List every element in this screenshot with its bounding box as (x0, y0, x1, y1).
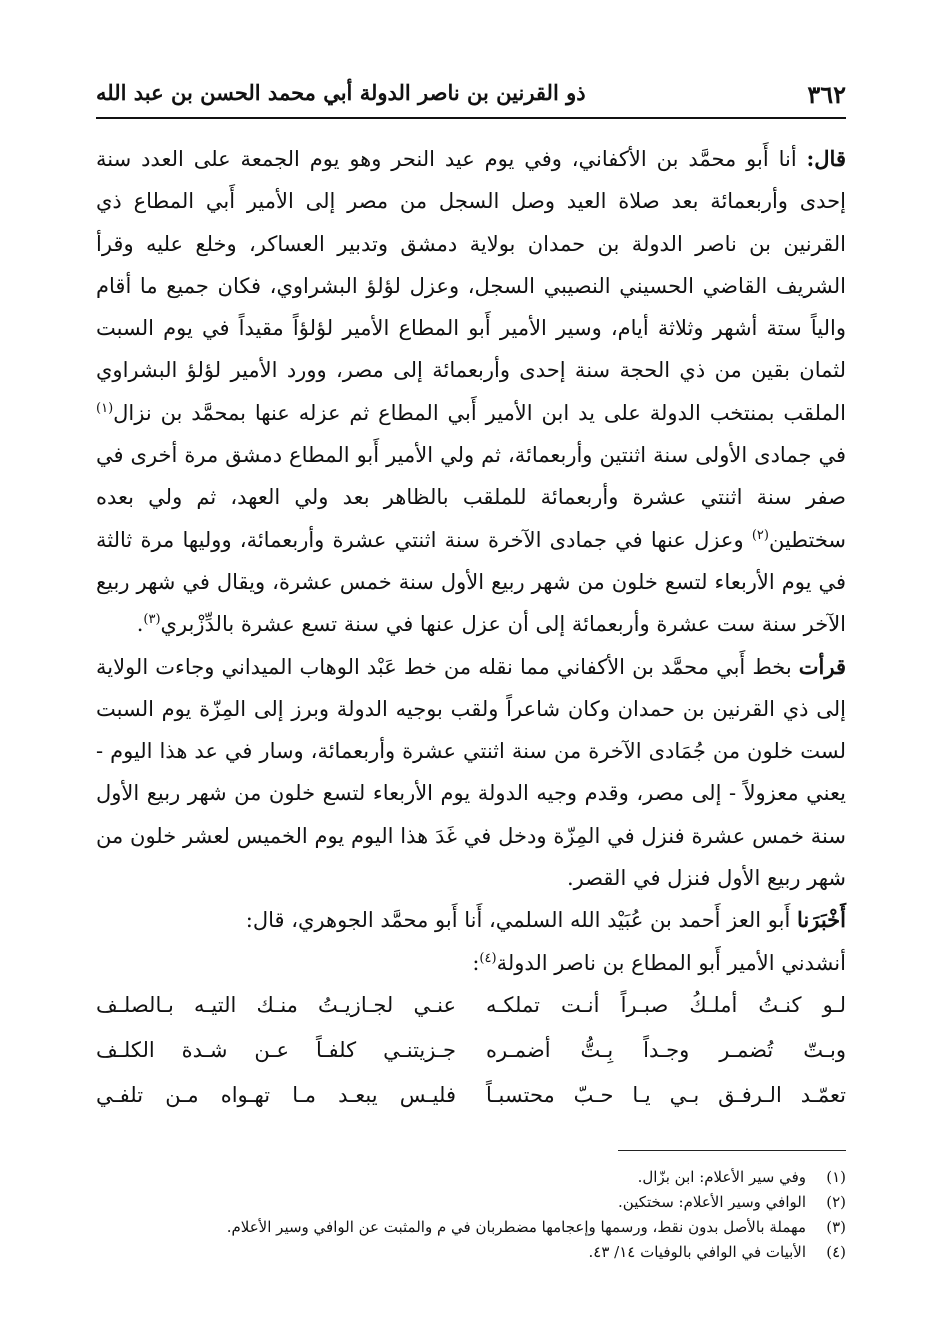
footnote-number: (١) (826, 1168, 846, 1186)
verse-line (96, 1028, 846, 1073)
paragraph-2 (96, 646, 846, 900)
paragraph-lead: قرأت (798, 653, 846, 679)
footnotes (96, 1165, 846, 1265)
paragraph-1 (96, 138, 846, 646)
footnote-text: الوافي وسير الأعلام: سختكين. (618, 1193, 806, 1211)
paragraph-lead: قال: (806, 146, 846, 171)
paragraph-lead: أَخْبَرَنا (797, 907, 846, 933)
footnote (96, 1240, 846, 1265)
footnote-ref-3[interactable]: (٣) (143, 612, 161, 628)
verse-line (96, 983, 846, 1028)
verse-first-hemistich: وبـتّ تُضمـر وجـداً بِـتُّ أضمـره (486, 1038, 846, 1062)
verse-first-hemistich: تعمّـد الـرفـق بـي يـا حـبّ محتسبـاً (486, 1083, 846, 1107)
paragraph-text: بخط أَبي محمَّد بن الأكفاني مما نقله من خط عَبْد الوهاب الميداني وجاءت الولاية إلى ذي القرنين بن حمدان وكان شاعراً ولقب بوجيه الدولة وبرز إلى المِزّة يوم السبت لست خلون من جُمَادى الآخرة من سنة اثنتي عشرة وأربعمائة، وسار في عد هذا اليوم - يعني معزولاً - إلى مصر، وقدم وجيه الدولة يوم الأربعاء لتسع خلون من شهر ربيع الأول سنة خمس عشرة فنزل في المِزّة ودخل في غَدَ هذا اليوم يوم الخميس لعشر خلون من شهر ربيع الأول فنزل في القصر. (96, 654, 846, 891)
footnote-text: وفي سير الأعلام: ابن بزّال. (637, 1168, 806, 1186)
verse-second-hemistich: عنـي لجـازيـتُ منـك التيـه بـالصلـف (96, 993, 456, 1017)
footnote-text: مهملة بالأصل بدون نقط، ورسمها وإعجامها مضطربان في م والمثبت عن الوافي وسير الأعلام. (226, 1218, 806, 1236)
paragraph-3 (96, 899, 846, 941)
footnote-text: الأبيات في الوافي بالوفيات ١٤/ ٤٣. (588, 1243, 806, 1261)
poem (96, 983, 846, 1118)
verse-first-hemistich: لـو كنـتُ أملـكُ صبـراً أنـت تملكـه (486, 993, 846, 1017)
footnote-ref-2[interactable]: (٢) (751, 527, 769, 543)
verse-intro-text: أنشدني الأمير أَبو المطاع بن ناصر الدولة (496, 950, 846, 975)
footnote-rule (618, 1150, 846, 1151)
running-title: ذو القرنين بن ناصر الدولة أبي محمد الحسن بن عبد الله (96, 80, 586, 105)
page-header (96, 76, 846, 116)
verse-intro-colon: : (472, 950, 480, 975)
verse-line (96, 1073, 846, 1118)
verse-intro (96, 942, 846, 984)
paragraph-text: أَبو العز أَحمد بن عُبَيْد الله السلمي، أَنا أَبو محمَّد الجوهري، قال: (245, 908, 798, 933)
page-number: ٣٦٢ (807, 80, 846, 109)
footnote (96, 1165, 846, 1190)
verse-second-hemistich: جـزيتنـي كلفـاً عـن شـدة الكلـف (96, 1038, 456, 1062)
paragraph-text: أنا أَبو محمَّد بن الأكفاني، وفي يوم عيد النحر وهو يوم الجمعة على العدد سنة إحدى وأربعمائة بعد صلاة العيد وصل السجل من مصر إلى الأمير أَبي المطاع ذي القرنين بن ناصر الدولة بن حمدان بولاية دمشق وتدبير العساكر، وخلع عليه وقرأ الشريف القاضي الحسيني النصيبي السجل، وعزل لؤلؤ البشراوي، فكان جميع ما أقام والياً ستة أشهر وثلاثة أيام، وسير الأمير أَبو المطاع الأمير لؤلؤاً مقيداً في يوم السبت لثمان بقين من ذي الحجة سنة إحدى وأربعمائة إلى مصر، وورد الأمير لؤلؤ البشراوي الملقب بمنتخب الدولة على يد ابن الأمير أَبي المطاع ثم عزله عنها بمحمَّد بن نزال (96, 147, 846, 425)
footnote-number: (٢) (826, 1193, 846, 1211)
footnote (96, 1215, 846, 1240)
paragraph-text: في جمادى الأولى سنة اثنتين وأربعمائة، ثم ولي الأمير أَبو المطاع دمشق مرة أخرى في صفر سنة اثنتي عشرة وأربعمائة للملقب بالظاهر بعد ولي العهد، ثم ولي بعده سختطين (96, 443, 846, 552)
footnote-ref-4[interactable]: (٤) (479, 950, 497, 966)
header-rule (96, 117, 846, 119)
footnote-number: (٤) (826, 1243, 846, 1261)
paragraph-text: وعزل عنها في جمادى الآخرة سنة اثنتي عشرة وأربعمائة، ووليها مرة ثالثة في يوم الأربعاء لتسع خلون من شهر ربيع الأول سنة خمس عشرة، ويقال في شهر ربيع الآخر سنة ست عشرة وأربعمائة إلى أن عزل عنها في سنة تسع عشرة بالدِّزْبري (96, 527, 846, 637)
main-text (96, 138, 846, 984)
footnote-number: (٣) (826, 1218, 846, 1236)
paragraph-text: . (136, 612, 144, 637)
footnote-ref-1[interactable]: (١) (96, 400, 114, 416)
verse-second-hemistich: فليـس يبعـد مـا تهـواه مـن تلفـي (96, 1083, 456, 1107)
footnote (96, 1190, 846, 1215)
